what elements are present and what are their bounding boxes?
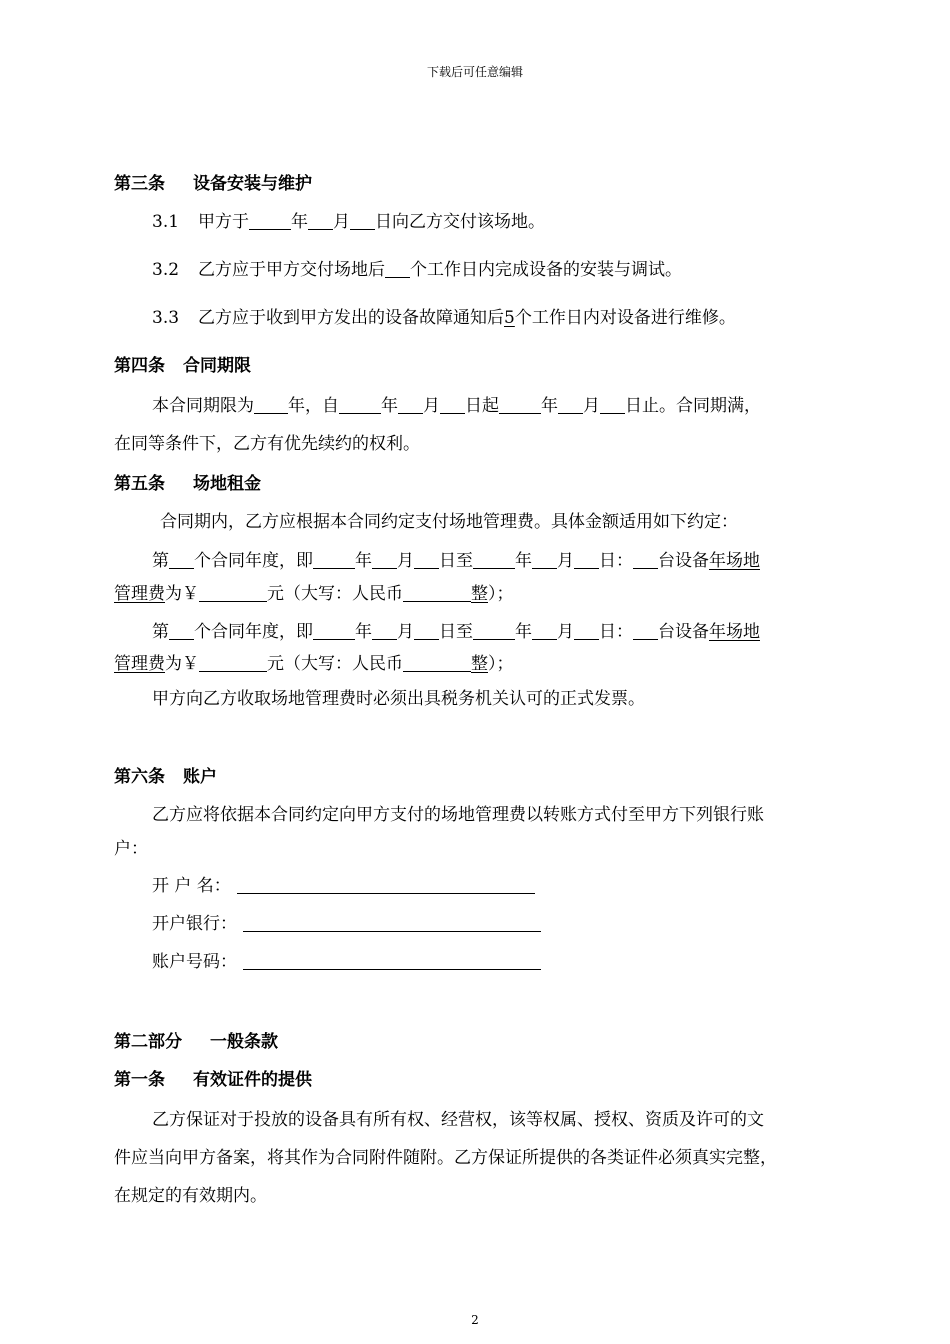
clause-3-2: 3.2 乙方应于甲方交付场地后 个工作日内完成设备的安装与调试。	[152, 257, 842, 283]
account-number-blank	[243, 951, 541, 970]
blank-line	[532, 550, 557, 569]
part-number: 第二部分	[114, 1032, 182, 1052]
section-heading-6	[114, 764, 842, 790]
section-heading-3	[114, 171, 842, 197]
clause-3-3: 3.3 乙方应于收到甲方发出的设备故障通知后5个工作日内对设备进行维修。	[152, 305, 842, 331]
section-title: 合同期限	[183, 356, 251, 376]
blank-line	[600, 395, 625, 414]
blank-line	[372, 621, 397, 640]
blank-line	[313, 621, 355, 640]
bank-name-blank	[243, 913, 541, 932]
blank-line	[473, 550, 515, 569]
article-number: 第一条	[114, 1070, 165, 1090]
blank-line	[199, 653, 267, 672]
field-label: 账户号码：	[152, 952, 237, 972]
blank-line	[440, 395, 465, 414]
section-number: 第六条	[114, 767, 165, 787]
blank-line	[249, 211, 291, 230]
blank-line	[169, 550, 194, 569]
clause-number: 3.2	[152, 260, 180, 280]
account-paragraph-line-1: 乙方应将依据本合同约定向甲方支付的场地管理费以转账方式付至甲方下列银行账	[152, 805, 764, 825]
blank-line	[308, 211, 333, 230]
blank-line	[574, 550, 599, 569]
term-paragraph-line-2: 在同等条件下，乙方有优先续约的权利。	[114, 434, 420, 454]
blank-line	[385, 259, 410, 278]
section-title: 场地租金	[193, 474, 261, 494]
blank-line	[403, 653, 471, 672]
section-number: 第五条	[114, 474, 165, 494]
days-value: 5	[504, 308, 515, 328]
rent-year-row-2-cont: 管理费为￥ 元（大写：人民币 整）；	[114, 654, 514, 674]
rent-year-row-1: 第 个合同年度，即 年 月 日至 年 月 日： 台设备年场地	[152, 551, 760, 571]
blank-line	[499, 395, 541, 414]
field-label: 开 户 名：	[152, 876, 231, 896]
blank-line	[633, 621, 658, 640]
blank-line	[254, 395, 288, 414]
clause-number: 3.1	[152, 212, 180, 232]
rent-year-row-2: 第 个合同年度，即 年 月 日至 年 月 日： 台设备年场地	[152, 622, 760, 642]
blank-line	[574, 621, 599, 640]
blank-line	[169, 621, 194, 640]
page-header: 下载后可任意编辑	[426, 65, 523, 79]
rent-intro: 合同期内，乙方应根据本合同约定支付场地管理费。具体金额适用如下约定：	[160, 512, 738, 532]
section-title: 设备安装与维护	[193, 174, 312, 194]
part-heading	[114, 1029, 842, 1055]
section-number: 第三条	[114, 174, 165, 194]
blank-line	[398, 395, 423, 414]
field-label: 开户银行：	[152, 914, 237, 934]
part-title: 一般条款	[210, 1032, 278, 1052]
blank-line	[313, 550, 355, 569]
term-paragraph-line-1: 本合同期限为 年，自 年 月 日起 年 月 日止。合同期满，	[152, 396, 761, 416]
rent-year-row-1-cont: 管理费为￥ 元（大写：人民币 整）；	[114, 584, 514, 604]
blank-line	[372, 550, 397, 569]
certificates-paragraph-line-3: 在规定的有效期内。	[114, 1186, 267, 1206]
blank-line	[350, 211, 375, 230]
blank-line	[414, 621, 439, 640]
blank-line	[473, 621, 515, 640]
certificates-paragraph-line-1: 乙方保证对于投放的设备具有所有权、经营权，该等权属、授权、资质及许可的文	[152, 1110, 764, 1130]
certificates-paragraph-line-2: 件应当向甲方备案，将其作为合同附件随附。乙方保证所提供的各类证件必须真实完整，	[114, 1148, 777, 1168]
blank-line	[339, 395, 381, 414]
account-number-field	[152, 949, 842, 975]
clause-number: 3.3	[152, 308, 180, 328]
section-title: 账户	[183, 767, 217, 787]
blank-line	[633, 550, 658, 569]
section-number: 第四条	[114, 356, 165, 376]
page-number: 2	[471, 1313, 479, 1327]
account-name-blank	[237, 875, 535, 894]
blank-line	[403, 583, 471, 602]
blank-line	[199, 583, 267, 602]
invoice-note: 甲方向乙方收取场地管理费时必须出具税务机关认可的正式发票。	[152, 689, 645, 709]
blank-line	[414, 550, 439, 569]
bank-name-field	[152, 911, 842, 937]
account-paragraph-line-2: 户：	[114, 839, 148, 859]
section-heading-5	[114, 471, 842, 497]
blank-line	[558, 395, 583, 414]
blank-line	[532, 621, 557, 640]
section-heading-4	[114, 353, 842, 379]
clause-3-1: 3.1 甲方于 年 月 日向乙方交付该场地。	[152, 209, 842, 235]
article-heading-1	[114, 1067, 842, 1093]
account-name-field	[152, 873, 842, 899]
article-title: 有效证件的提供	[193, 1070, 312, 1090]
